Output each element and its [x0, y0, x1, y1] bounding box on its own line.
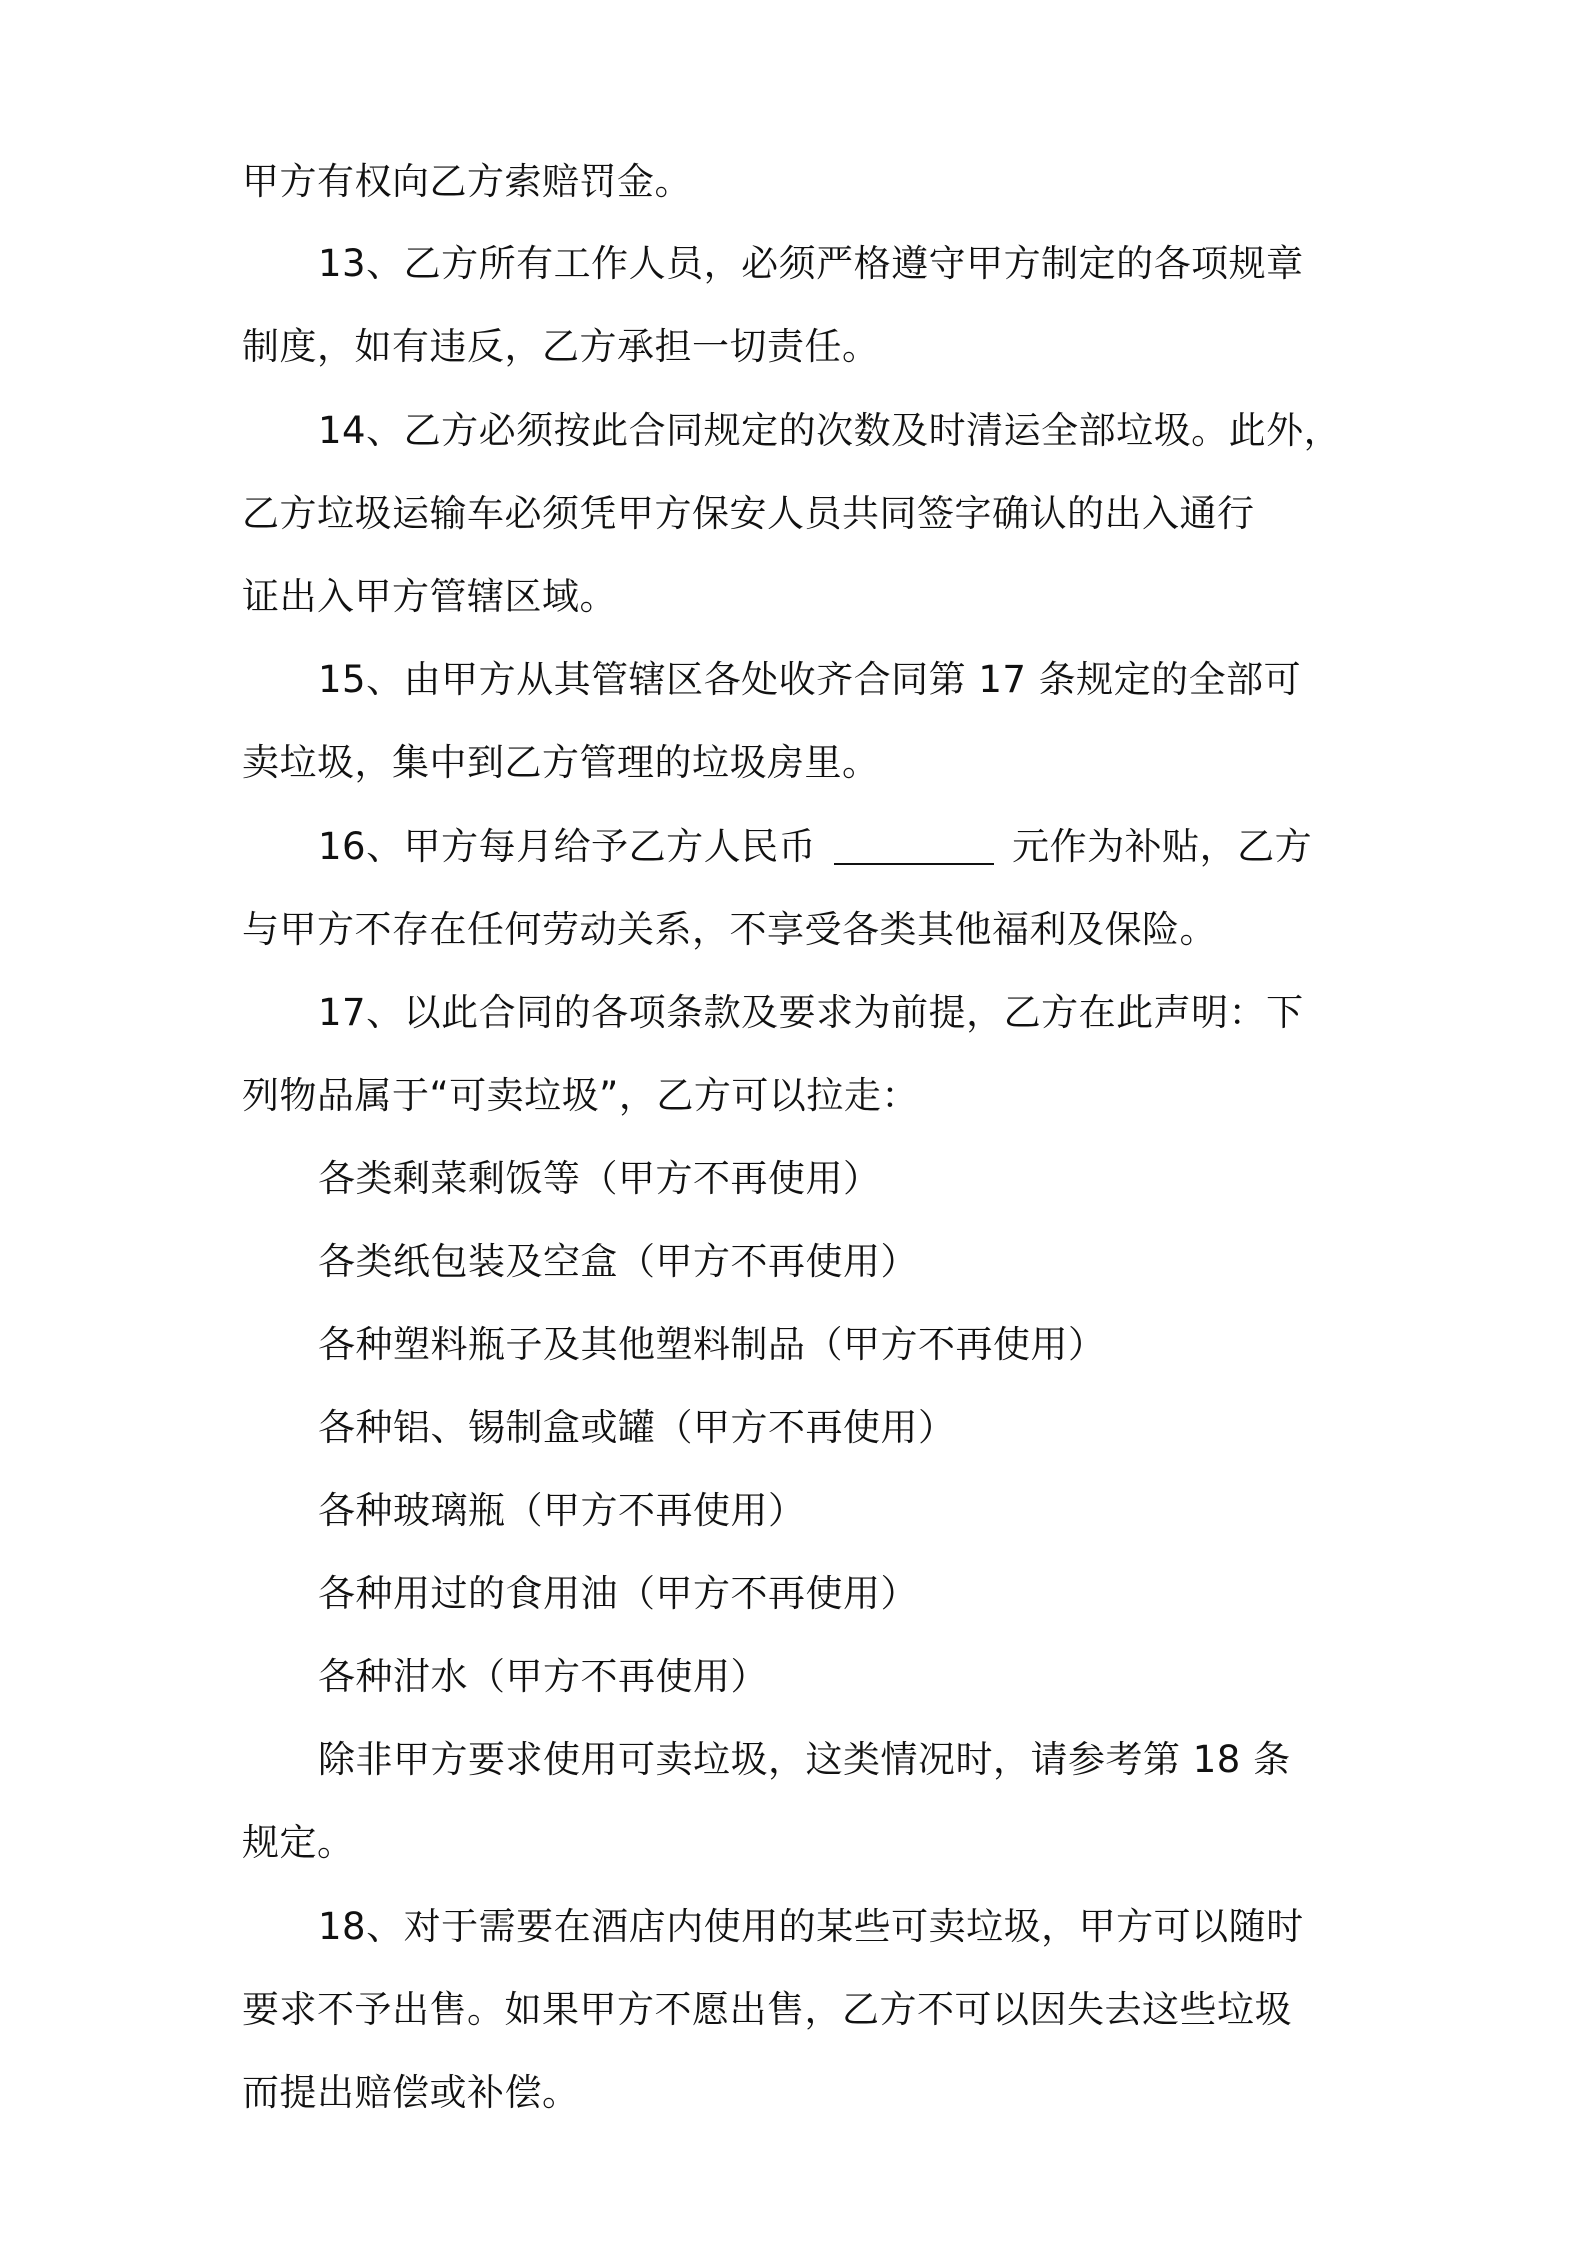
text-line-1: 甲方有权向乙方索赔罚金。	[242, 160, 692, 203]
list-item: 各类剩菜剩饭等（甲方不再使用）	[318, 1157, 881, 1200]
clause-14-line-3: 证出入甲方管辖区域。	[242, 575, 617, 618]
note-line-2: 规定。	[242, 1821, 355, 1864]
clause-15-line-2: 卖垃圾，集中到乙方管理的垃圾房里。	[242, 741, 880, 784]
clause-17-line-1: 17、以此合同的各项条款及要求为前提，乙方在此声明：下	[318, 991, 1304, 1034]
clause-16-text-after: 元作为补贴，乙方	[1012, 825, 1313, 868]
clause-18-line-2: 要求不予出售。如果甲方不愿出售，乙方不可以因失去这些垃圾	[242, 1988, 1292, 2031]
list-item: 各种塑料瓶子及其他塑料制品（甲方不再使用）	[318, 1323, 1106, 1366]
clause-18-line-3: 而提出赔偿或补偿。	[242, 2071, 580, 2114]
clause-18-line-1: 18、对于需要在酒店内使用的某些可卖垃圾，甲方可以随时	[318, 1905, 1304, 1948]
list-item: 各种玻璃瓶（甲方不再使用）	[318, 1489, 806, 1532]
clause-16-text-before: 16、甲方每月给予乙方人民币	[318, 825, 817, 868]
clause-15-line-1: 15、由甲方从其管辖区各处收齐合同第 17 条规定的全部可	[318, 658, 1302, 701]
clause-14-line-1: 14、乙方必须按此合同规定的次数及时清运全部垃圾。此外，	[318, 409, 1342, 452]
clause-16-line-2: 与甲方不存在任何劳动关系，不享受各类其他福利及保险。	[242, 908, 1217, 951]
list-item: 各种铝、锡制盒或罐（甲方不再使用）	[318, 1406, 956, 1449]
clause-13-line-2: 制度，如有违反，乙方承担一切责任。	[242, 325, 880, 368]
amount-blank	[834, 823, 994, 865]
list-item: 各类纸包装及空盒（甲方不再使用）	[318, 1240, 918, 1283]
list-item: 各种泔水（甲方不再使用）	[318, 1655, 768, 1698]
clause-17-line-2: 列物品属于“可卖垃圾”，乙方可以拉走：	[242, 1074, 919, 1117]
clause-16-line-1	[318, 805, 1438, 888]
clause-13-line-1: 13、乙方所有工作人员，必须严格遵守甲方制定的各项规章	[318, 242, 1304, 285]
clause-14-line-2: 乙方垃圾运输车必须凭甲方保安人员共同签字确认的出入通行	[242, 492, 1255, 535]
note-line-1: 除非甲方要求使用可卖垃圾，这类情况时，请参考第 18 条	[318, 1738, 1291, 1781]
list-item: 各种用过的食用油（甲方不再使用）	[318, 1572, 918, 1615]
